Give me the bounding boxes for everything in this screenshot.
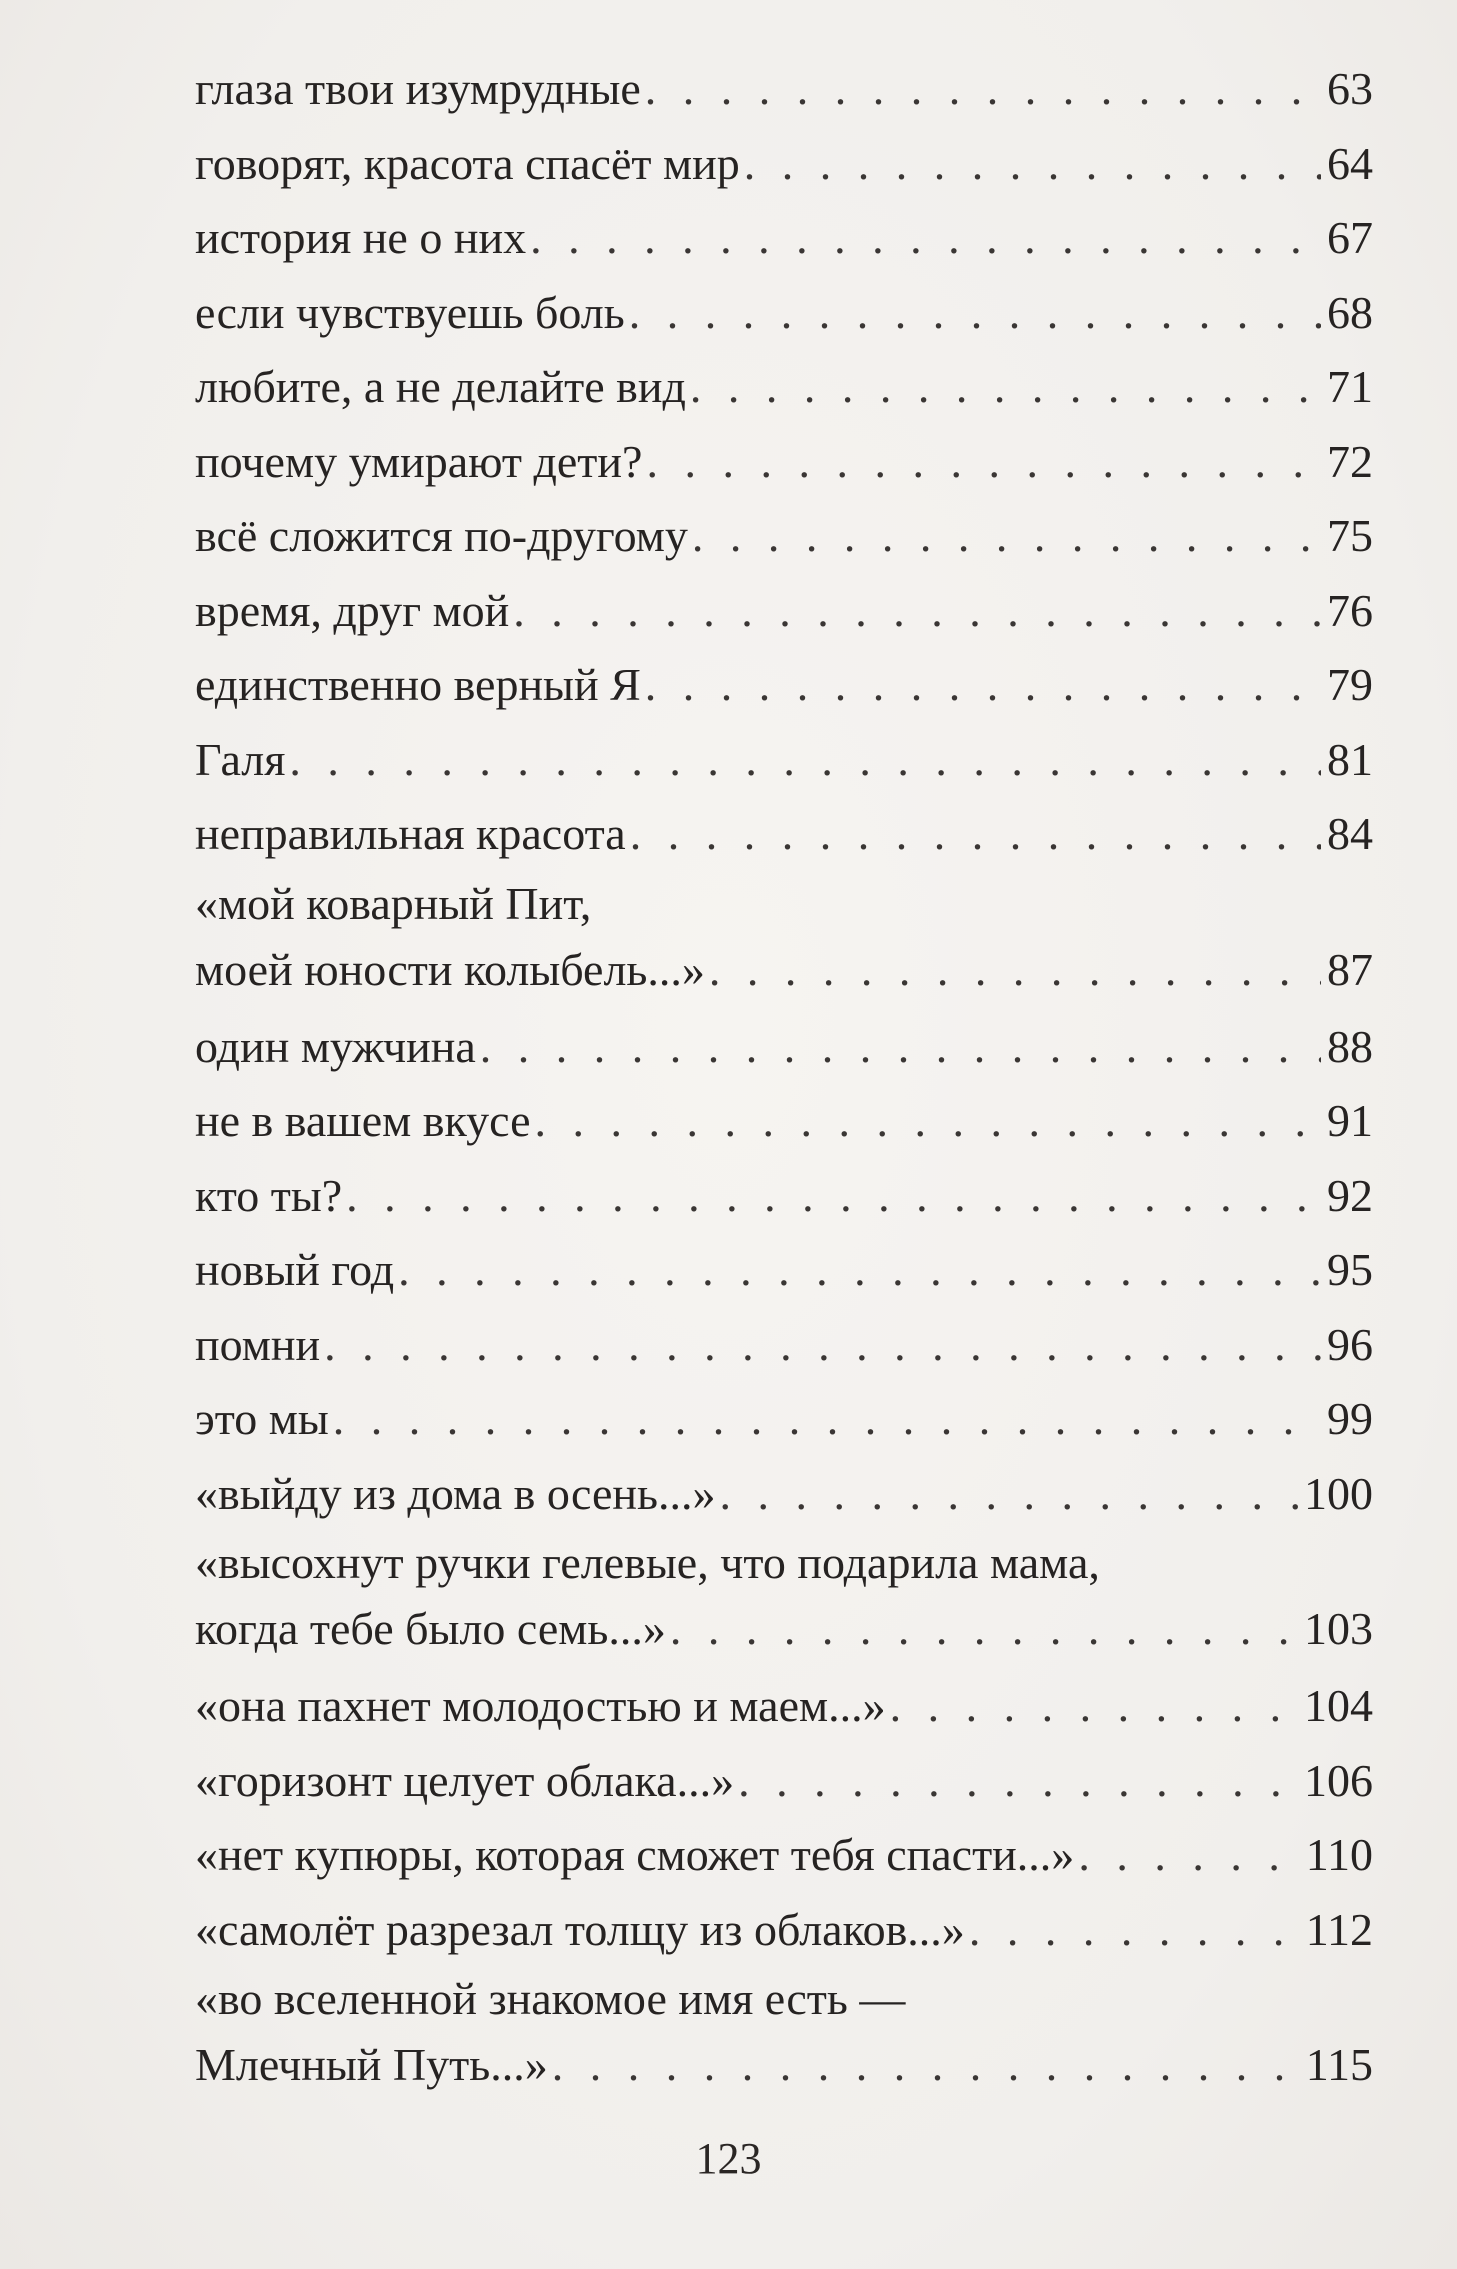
toc-entry bbox=[195, 1669, 1373, 1744]
toc-entry-line bbox=[195, 723, 1373, 798]
dot-leader bbox=[890, 1669, 1298, 1744]
dot-leader bbox=[630, 797, 1321, 872]
toc-entry-page-number: 79 bbox=[1327, 659, 1373, 710]
toc-entry-title: «самолёт разрезал толщу из облаков...» bbox=[195, 1903, 965, 1955]
toc-entry bbox=[195, 1967, 1373, 2099]
dot-leader bbox=[513, 574, 1321, 649]
toc-entry-title: глаза твои изумрудные bbox=[195, 63, 641, 114]
toc-entry bbox=[195, 723, 1373, 798]
toc-entry-title: «высохнут ручки гелевые, что подарила мама, bbox=[195, 1537, 1100, 1588]
toc-entry-line bbox=[195, 350, 1373, 425]
toc-entry bbox=[195, 872, 1373, 1004]
toc-entry-line bbox=[195, 1233, 1373, 1308]
toc-entry-line bbox=[195, 425, 1373, 500]
dot-leader bbox=[346, 1159, 1321, 1234]
toc-entry-title: кто ты? bbox=[195, 1169, 343, 1221]
toc-entry bbox=[195, 648, 1373, 723]
toc-entry bbox=[195, 797, 1373, 872]
toc-entry-line bbox=[195, 1457, 1373, 1532]
toc-entry-line bbox=[195, 127, 1373, 202]
toc-entry bbox=[195, 1308, 1373, 1383]
toc-entry-line bbox=[195, 1669, 1373, 1744]
toc-entry bbox=[195, 1382, 1373, 1457]
toc-entry-title: «выйду из дома в осень...» bbox=[195, 1467, 716, 1519]
toc-entry-page-number: 64 bbox=[1327, 137, 1373, 189]
toc-entry-page-number: 104 bbox=[1304, 1680, 1373, 1731]
toc-entry-title: время, друг мой bbox=[195, 584, 510, 636]
toc-entry-line-continued bbox=[195, 1531, 1373, 1595]
dot-leader bbox=[738, 1744, 1298, 1819]
toc-entry-line bbox=[195, 574, 1373, 649]
toc-entry-page-number: 87 bbox=[1327, 943, 1373, 995]
dot-leader bbox=[692, 499, 1321, 574]
toc-entry-title: история не о них bbox=[195, 212, 527, 263]
toc-entry bbox=[195, 499, 1373, 574]
toc-entry-page-number: 63 bbox=[1327, 63, 1373, 114]
toc-entry-page-number: 72 bbox=[1327, 435, 1373, 487]
dot-leader bbox=[629, 276, 1321, 351]
toc-entry-page-number: 95 bbox=[1327, 1244, 1373, 1295]
dot-leader bbox=[646, 425, 1321, 500]
toc-entry-title: говорят, красота спасёт мир bbox=[195, 137, 740, 189]
toc-entry-page-number: 103 bbox=[1304, 1603, 1373, 1654]
toc-entry bbox=[195, 127, 1373, 202]
toc-entry-title: не в вашем вкусе bbox=[195, 1095, 531, 1146]
toc-entry bbox=[195, 425, 1373, 500]
toc-entry bbox=[195, 1457, 1373, 1532]
toc-entry-line bbox=[195, 797, 1373, 872]
dot-leader bbox=[289, 723, 1321, 798]
toc-entry bbox=[195, 1531, 1373, 1663]
toc-entry bbox=[195, 574, 1373, 649]
toc-entry-page-number: 96 bbox=[1327, 1318, 1373, 1370]
toc-entry-page-number: 106 bbox=[1304, 1754, 1373, 1806]
toc-entry bbox=[195, 1159, 1373, 1234]
dot-leader bbox=[333, 1382, 1321, 1457]
toc-entry-page-number: 67 bbox=[1327, 212, 1373, 263]
toc-entry-page-number: 76 bbox=[1327, 584, 1373, 636]
dot-leader bbox=[645, 52, 1321, 127]
dot-leader bbox=[720, 1457, 1298, 1532]
dot-leader bbox=[480, 1010, 1321, 1085]
toc-entry-title: один мужчина bbox=[195, 1020, 476, 1072]
toc-entry bbox=[195, 1893, 1373, 1968]
toc-entry-title: «нет купюры, которая сможет тебя спасти...» bbox=[195, 1829, 1075, 1880]
toc-entry-title: любите, а не делайте вид bbox=[195, 361, 686, 412]
toc-entry-title: всё сложится по-другому bbox=[195, 510, 688, 561]
dot-leader bbox=[324, 1308, 1321, 1383]
toc-entry-page-number: 100 bbox=[1304, 1467, 1373, 1519]
toc-entry-line bbox=[195, 201, 1373, 276]
toc-entry-page-number: 84 bbox=[1327, 808, 1373, 859]
toc-entry-title: Галя bbox=[195, 733, 286, 785]
toc-entry-line bbox=[195, 1308, 1373, 1383]
toc-entry-title: неправильная красота bbox=[195, 808, 626, 859]
dot-leader bbox=[744, 127, 1321, 202]
toc-entry bbox=[195, 1084, 1373, 1159]
toc-entry-page-number: 115 bbox=[1305, 2039, 1373, 2090]
toc-entry-page-number: 71 bbox=[1327, 361, 1373, 412]
toc-entry-line bbox=[195, 1084, 1373, 1159]
toc-entry-title: почему умирают дети? bbox=[195, 435, 643, 487]
toc-entry-title: единственно верный Я bbox=[195, 659, 641, 710]
toc-entry-line bbox=[195, 1010, 1373, 1085]
dot-leader bbox=[535, 1084, 1321, 1159]
toc-entry-line-continued bbox=[195, 1967, 1373, 2031]
toc-entry-line bbox=[195, 2031, 1373, 2099]
toc-entry-title: новый год bbox=[195, 1244, 395, 1295]
toc-entry-line bbox=[195, 1744, 1373, 1819]
toc-entry-page-number: 112 bbox=[1305, 1903, 1373, 1955]
dot-leader bbox=[709, 936, 1321, 1004]
toc-entry-line bbox=[195, 1818, 1373, 1893]
toc-entry-page-number: 75 bbox=[1327, 510, 1373, 561]
toc-entry-line bbox=[195, 1893, 1373, 1968]
toc-entry bbox=[195, 1233, 1373, 1308]
toc-entry bbox=[195, 1010, 1373, 1085]
toc-entry-title: Млечный Путь...» bbox=[195, 2039, 548, 2090]
toc-entry-line bbox=[195, 276, 1373, 351]
dot-leader bbox=[552, 2031, 1300, 2099]
toc-entry-title: помни bbox=[195, 1318, 321, 1370]
table-of-contents bbox=[195, 52, 1373, 2105]
toc-entry bbox=[195, 201, 1373, 276]
toc-entry-title: моей юности колыбель...» bbox=[195, 943, 705, 995]
toc-entry-page-number: 88 bbox=[1327, 1020, 1373, 1072]
toc-entry-title: это мы bbox=[195, 1393, 329, 1444]
toc-entry-title: «мой коварный Пит, bbox=[195, 877, 592, 929]
toc-entry bbox=[195, 1818, 1373, 1893]
toc-entry-line bbox=[195, 1382, 1373, 1457]
dot-leader bbox=[398, 1233, 1321, 1308]
toc-entry bbox=[195, 276, 1373, 351]
toc-entry-line bbox=[195, 936, 1373, 1004]
dot-leader bbox=[1078, 1818, 1299, 1893]
toc-entry-title: «она пахнет молодостью и маем...» bbox=[195, 1680, 886, 1731]
dot-leader bbox=[530, 201, 1321, 276]
toc-entry-title: если чувствуешь боль bbox=[195, 286, 625, 338]
toc-entry-title: «горизонт целует облака...» bbox=[195, 1754, 735, 1806]
toc-entry-page-number: 99 bbox=[1327, 1393, 1373, 1444]
dot-leader bbox=[670, 1595, 1298, 1663]
toc-entry-line-continued bbox=[195, 872, 1373, 936]
toc-entry-title: когда тебе было семь...» bbox=[195, 1603, 666, 1654]
toc-entry bbox=[195, 1744, 1373, 1819]
toc-entry-page-number: 81 bbox=[1327, 733, 1373, 785]
toc-entry-line bbox=[195, 648, 1373, 723]
dot-leader bbox=[690, 350, 1321, 425]
page-number: 123 bbox=[695, 2134, 762, 2183]
toc-entry-line bbox=[195, 1159, 1373, 1234]
dot-leader bbox=[645, 648, 1321, 723]
toc-entry-page-number: 110 bbox=[1305, 1829, 1373, 1880]
toc-entry-page-number: 68 bbox=[1327, 286, 1373, 338]
toc-entry bbox=[195, 350, 1373, 425]
toc-entry-page-number: 92 bbox=[1327, 1169, 1373, 1221]
toc-entry-line bbox=[195, 499, 1373, 574]
dot-leader bbox=[969, 1893, 1300, 1968]
toc-entry-page-number: 91 bbox=[1327, 1095, 1373, 1146]
toc-entry bbox=[195, 52, 1373, 127]
toc-entry-line bbox=[195, 52, 1373, 127]
toc-entry-line bbox=[195, 1595, 1373, 1663]
toc-entry-title: «во вселенной знакомое имя есть — bbox=[195, 1973, 906, 2024]
